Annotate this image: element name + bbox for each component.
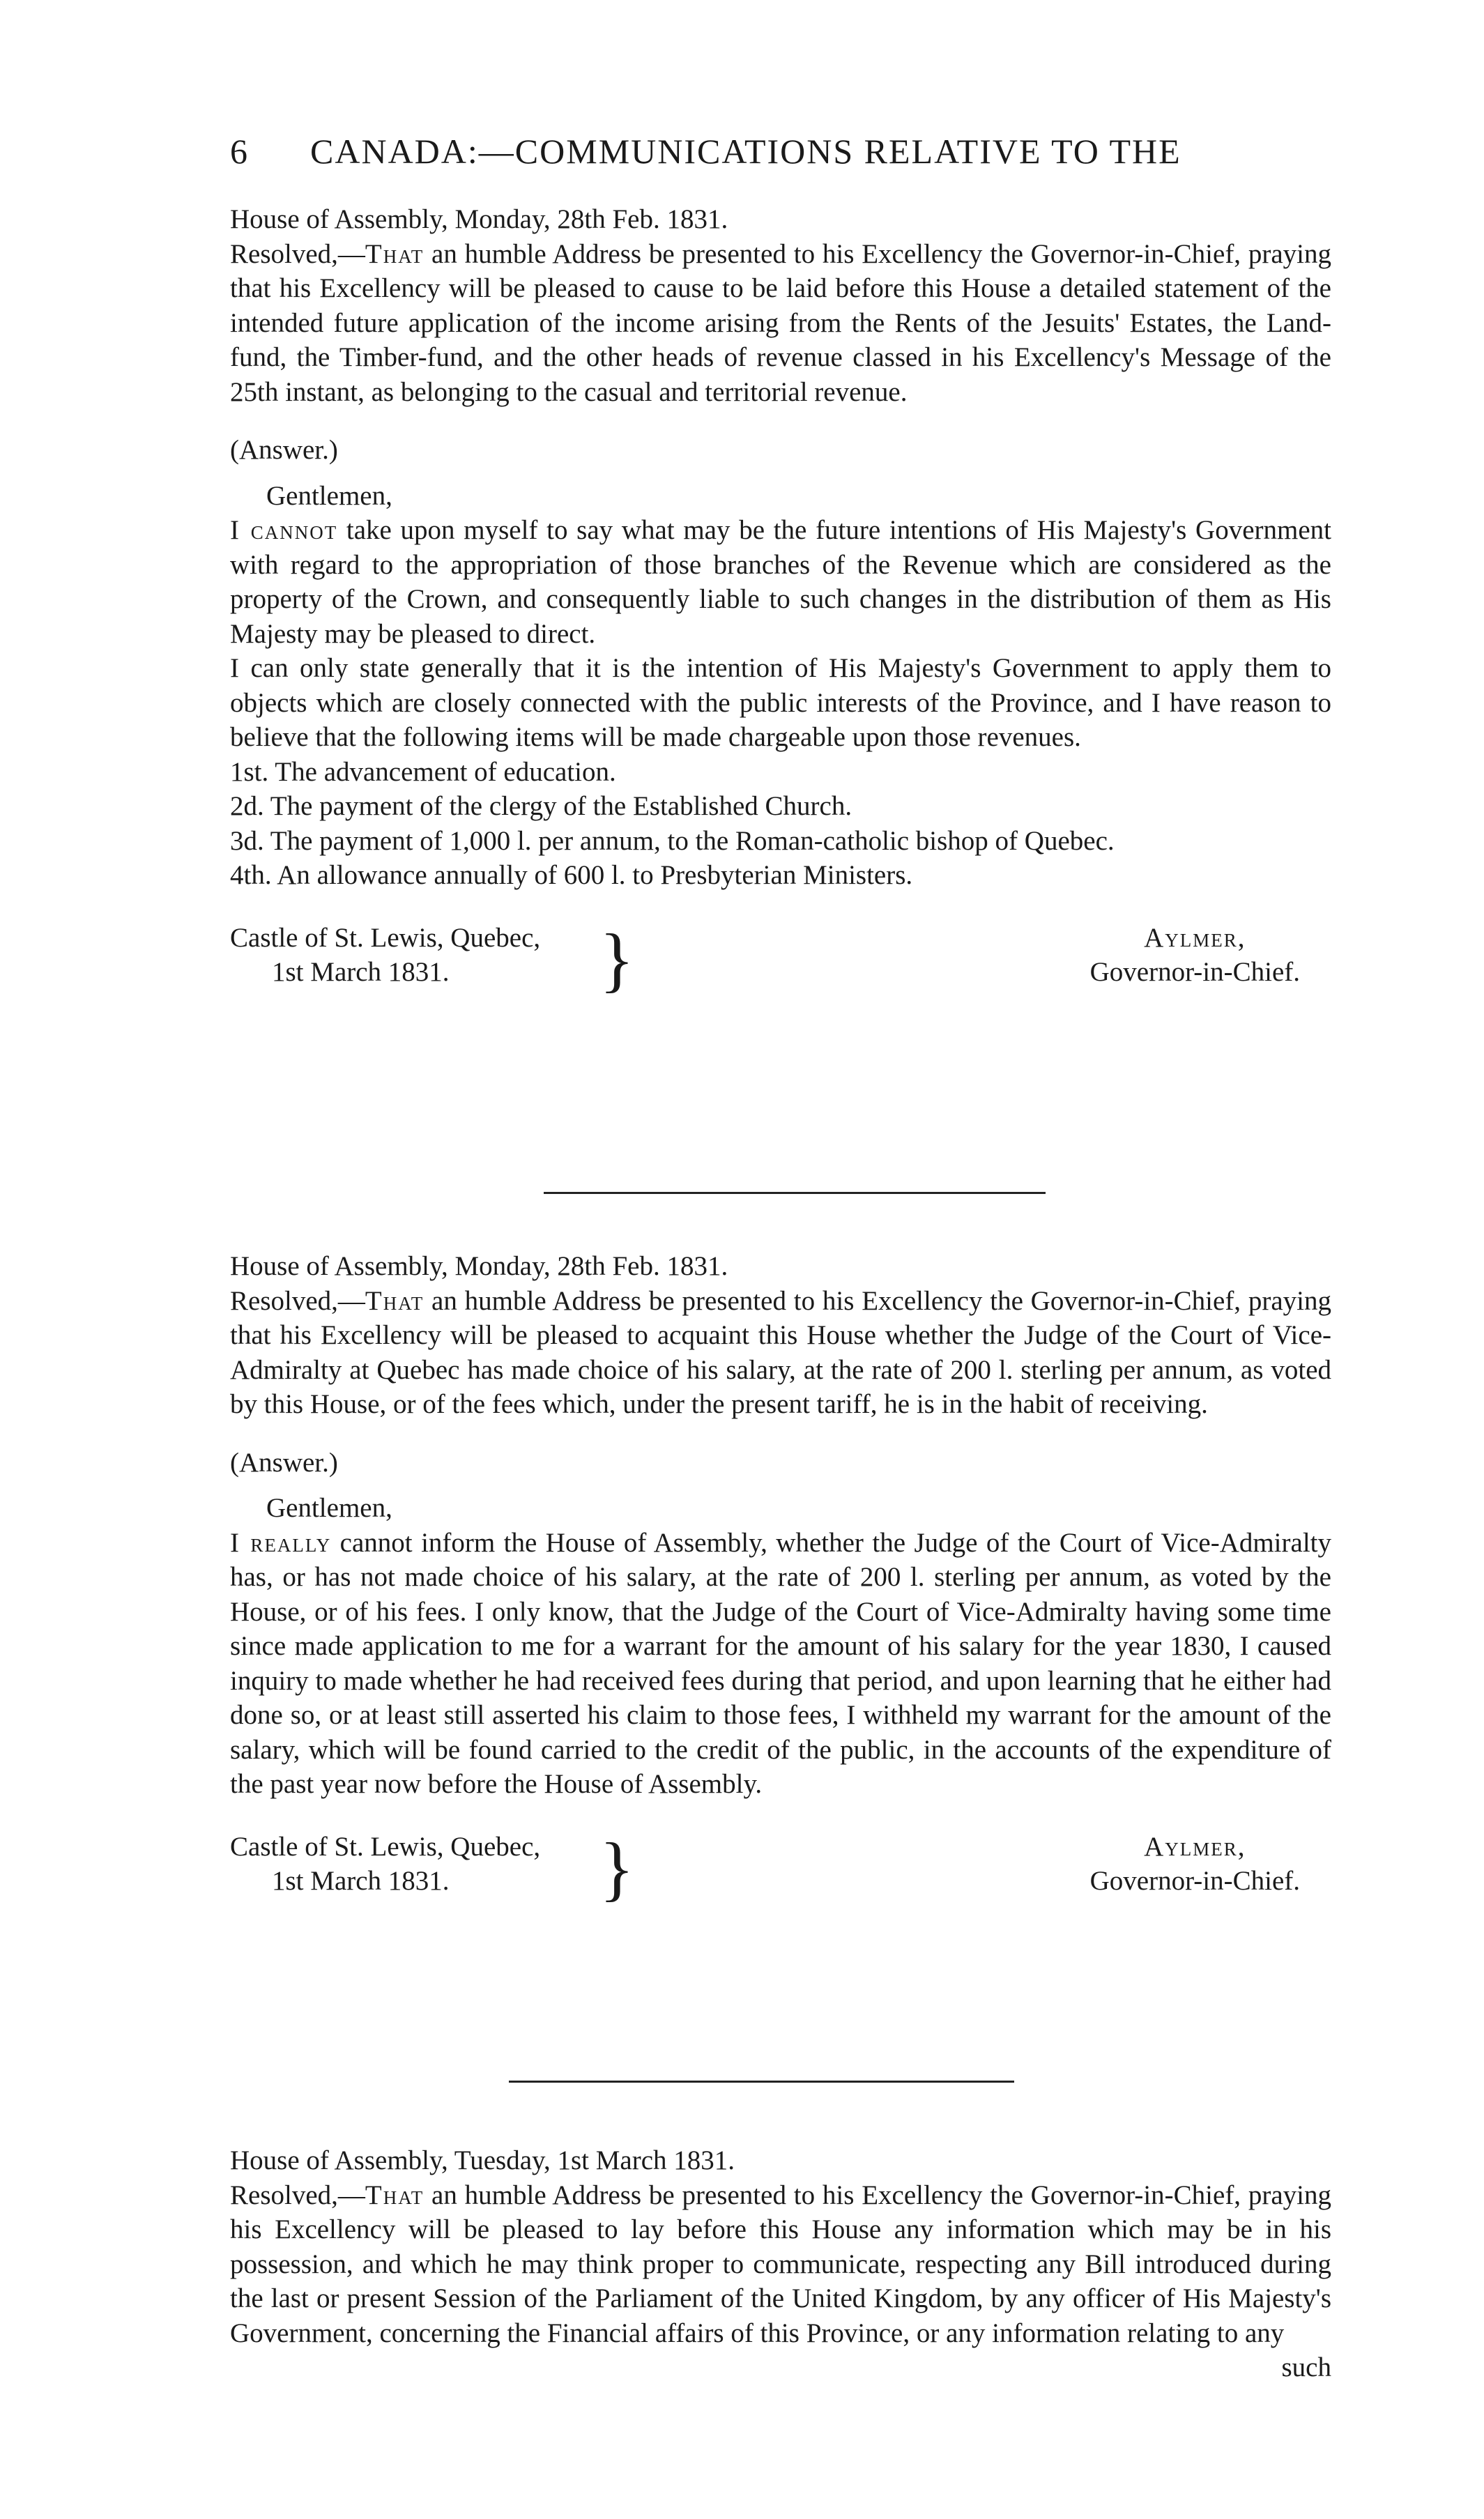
salutation: Gentlemen,	[266, 480, 392, 511]
resolved-body: an humble Address be presented to his Excellency the Governor-in-Chief, praying that his Excellency will be pleased to acquaint this House whether the Judge of the Court of Vice-Admiralty at Quebec has made choice of his salary, at the rate of 200 l. sterling per annum, as voted by this House, or of the fees which, under the present tariff, he is in the habit of receiving.	[230, 1285, 1331, 1419]
section-divider	[544, 1192, 1046, 1194]
section-2	[230, 1249, 1331, 1908]
divider-rule	[544, 1192, 1046, 1194]
answer-heading: (Answer.)	[230, 1447, 338, 1478]
resolved-lead: That	[365, 1285, 424, 1316]
section-3	[230, 2143, 1331, 2385]
section-divider-2	[509, 2081, 1014, 2083]
resolved-lead: That	[365, 2180, 424, 2210]
paragraph-lead: I cannot	[230, 515, 338, 545]
assembly-date: House of Assembly, Monday, 28th Feb. 1831.	[230, 1251, 728, 1281]
resolved-prefix: Resolved,—	[230, 238, 365, 269]
paragraph-body: cannot inform the House of Assembly, whether the Judge of the Court of Vice-Admiralty has, or has not made choice of his salary, at the rate of 200 l. sterling per annum, as voted by the House, or of his fees. I only know, that the Judge of the Court of Vice-Admiralty having some time since made application to me for a warrant for the amount of his salary for the year 1830, I caused inquiry to made whether he had received fees during that period, and upon learning that he either had done so, or at least still asserted his claim to those fees, I withheld my warrant for the amount of the salary, which will be found carried to the credit of the public, in the accounts of the expenditure of the past year now before the House of Assembly.	[230, 1527, 1331, 1799]
list-item: 3d. The payment of 1,000 l. per annum, to the Roman-catholic bishop of Quebec.	[230, 825, 1115, 856]
signature-block	[230, 1828, 1331, 1908]
assembly-date: House of Assembly, Tuesday, 1st March 1831.	[230, 2145, 735, 2175]
signer-name: Aylmer,	[1144, 922, 1246, 953]
resolution-text	[230, 2178, 1331, 2351]
brace-glyph: }	[599, 1828, 634, 1908]
answer-heading: (Answer.)	[230, 435, 338, 465]
running-header	[230, 131, 1359, 171]
page-number: 6	[230, 132, 249, 171]
resolved-lead: That	[365, 238, 424, 269]
brace-glyph: }	[599, 919, 634, 1000]
assembly-date: House of Assembly, Monday, 28th Feb. 1831.	[230, 204, 728, 234]
signer-title: Governor-in-Chief.	[1089, 957, 1300, 987]
resolved-body: an humble Address be presented to his Excellency the Governor-in-Chief, praying that his Excellency will be pleased to cause to be laid before this House a detailed statement of the intended future application of the income arising from the Rents of the Jesuits' Estates, the Land-fund, the Timber-fund, and the other heads of revenue classed in his Excellency's Message of the 25th instant, as belonging to the casual and territorial revenue.	[230, 238, 1331, 407]
divider-rule	[509, 2081, 1014, 2083]
place-date-line: 1st March 1831.	[272, 957, 450, 987]
signer	[1090, 921, 1331, 990]
answer-paragraph-2: I can only state generally that it is the intention of His Majesty's Government to apply them to objects which are closely connected with the public interests of the Province, and I have reason to believe that the following items will be made chargeable upon those revenues.	[230, 653, 1331, 752]
place-date	[230, 1828, 634, 1908]
signer-title: Governor-in-Chief.	[1089, 1866, 1300, 1896]
answer-paragraph	[230, 1526, 1331, 1802]
paragraph-body: take upon myself to say what may be the future intentions of His Majesty's Government with regard to the appropriation of those branches of the Revenue which are considered as the property of the Crown, and consequently liable to such changes in the distribution of them as His Majesty may be pleased to direct.	[230, 515, 1331, 649]
signer	[1090, 1830, 1331, 1899]
resolution-text	[230, 237, 1331, 410]
place-date	[230, 919, 634, 1000]
place: Castle of St. Lewis, Quebec,	[230, 922, 541, 953]
items-list	[230, 755, 1331, 893]
place: Castle of St. Lewis, Quebec,	[230, 1831, 541, 1862]
paragraph-lead: I really	[230, 1527, 332, 1558]
answer-paragraph	[230, 513, 1331, 651]
list-item: 4th. An allowance annually of 600 l. to Presbyterian Ministers.	[230, 860, 913, 890]
resolution-text	[230, 1284, 1331, 1422]
resolved-body: an humble Address be presented to his Excellency the Governor-in-Chief, praying his Excellency will be pleased to lay before this House any information which may be in his possession, and which he may think proper to communicate, respecting any Bill introduced during the last or present Session of the Parliament of the United Kingdom, by any officer of His Majesty's Government, concerning the Financial affairs of this Province, or any information relating to any	[230, 2180, 1331, 2348]
running-title: CANADA:—COMMUNICATIONS RELATIVE TO THE	[310, 132, 1181, 171]
signer-name: Aylmer,	[1144, 1831, 1246, 1862]
list-item: 1st. The advancement of education.	[230, 756, 616, 787]
resolved-prefix: Resolved,—	[230, 2180, 365, 2210]
catchword: such	[1281, 2352, 1331, 2382]
place-date-line: 1st March 1831.	[272, 1866, 450, 1896]
section-1	[230, 202, 1331, 1000]
signature-block	[230, 919, 1331, 1000]
salutation: Gentlemen,	[266, 1493, 392, 1523]
list-item: 2d. The payment of the clergy of the Established Church.	[230, 791, 852, 821]
resolved-prefix: Resolved,—	[230, 1285, 365, 1316]
